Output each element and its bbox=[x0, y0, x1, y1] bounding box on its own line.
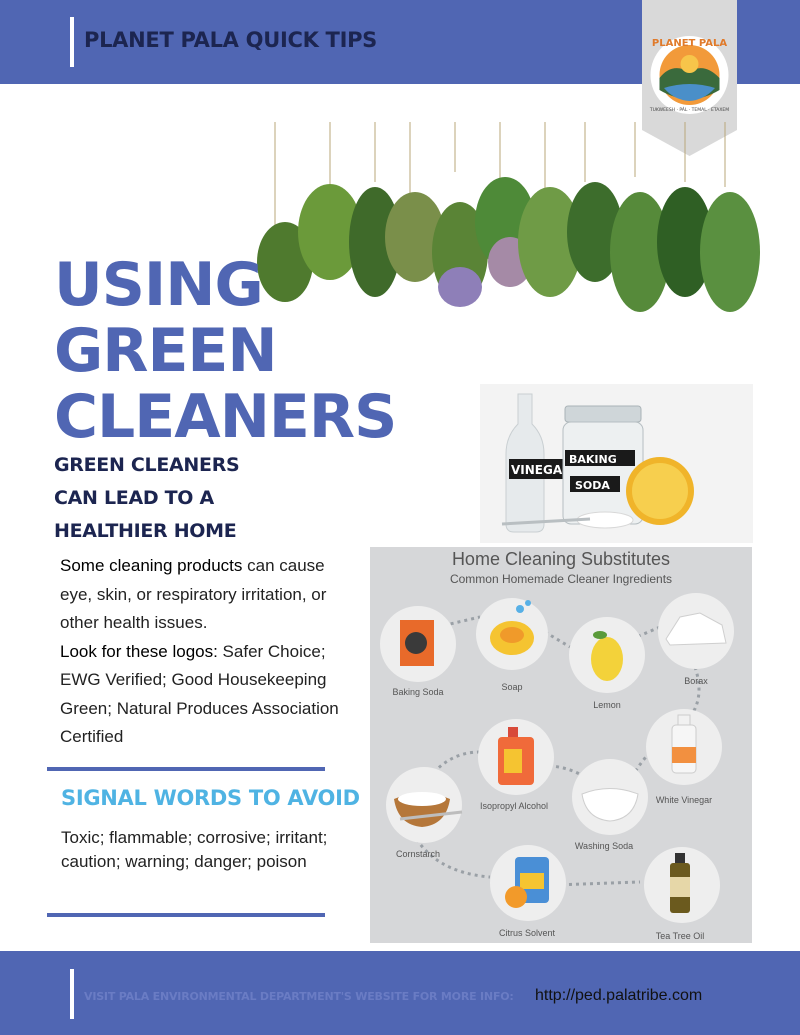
vinegar-label: VINEGA bbox=[511, 463, 563, 477]
subtitle-line-1: GREEN CLEANERS bbox=[54, 454, 240, 476]
item-label-borax: Borax bbox=[684, 676, 708, 686]
intro-lead-1: Some cleaning products bbox=[60, 556, 243, 575]
logo-tagline: TUKWEESH · PÁL · TEMAL · ETAXEM bbox=[649, 108, 730, 113]
section-divider-bottom bbox=[47, 913, 325, 917]
intro-lead-2: Look for these logos: bbox=[60, 641, 218, 661]
tea-tree-oil-bottle-icon bbox=[644, 847, 720, 923]
washing-soda-bowl-icon bbox=[572, 759, 648, 835]
main-title-line-2: GREEN bbox=[54, 316, 277, 386]
intro-text-2: Safer Choice; EWG Verified; Good Housekeeping Green; Natural Produces Association Certified bbox=[60, 641, 339, 746]
item-label-washing-soda: Washing Soda bbox=[574, 841, 634, 851]
header-accent-bar bbox=[70, 17, 74, 67]
item-label-baking-soda: Baking Soda bbox=[392, 687, 444, 697]
cornstarch-bowl-icon bbox=[386, 767, 462, 843]
logo-wordmark: PLANET PALA bbox=[651, 38, 728, 49]
subtitle-line-2: CAN LEAD TO A bbox=[54, 487, 214, 509]
item-label-cornstarch: Cornstarch bbox=[395, 849, 441, 859]
main-title-line-1: USING bbox=[54, 250, 263, 320]
intro-text-1: can cause eye, skin, or respiratory irritation, or other health issues. bbox=[60, 556, 327, 632]
infographic-subtitle: Common Homemade Cleaner Ingredients bbox=[449, 572, 673, 586]
footer-accent-bar bbox=[70, 969, 74, 1019]
footer-band bbox=[0, 951, 800, 1035]
citrus-solvent-jug-icon bbox=[490, 845, 566, 921]
main-title bbox=[54, 252, 396, 450]
footer-website-link[interactable]: http://ped.palatribe.com bbox=[535, 987, 703, 1004]
section-divider-top bbox=[47, 767, 325, 771]
lemon-icon bbox=[569, 617, 645, 693]
item-label-white-vinegar: White Vinegar bbox=[655, 795, 713, 805]
vinegar-baking-soda-photo bbox=[480, 384, 753, 543]
item-label-soap: Soap bbox=[501, 682, 523, 692]
item-label-tea-tree-oil: Tea Tree Oil bbox=[655, 931, 705, 941]
signal-words-heading: SIGNAL WORDS TO AVOID bbox=[61, 786, 360, 810]
header-title: PLANET PALA QUICK TIPS bbox=[84, 28, 378, 52]
alcohol-bottle-icon bbox=[478, 719, 554, 795]
item-label-lemon: Lemon bbox=[593, 700, 621, 710]
baking-soda-box-icon bbox=[380, 606, 456, 682]
footer-visit-text: VISIT PALA ENVIRONMENTAL DEPARTMENT'S WEBSITE FOR MORE INFO: bbox=[84, 990, 514, 1003]
item-label-isopropyl-alcohol: Isopropyl Alcohol bbox=[479, 801, 549, 811]
home-cleaning-infographic bbox=[370, 547, 752, 943]
soap-bar-icon bbox=[476, 598, 548, 670]
intro-paragraph bbox=[60, 552, 360, 752]
item-label-citrus-solvent: Citrus Solvent bbox=[498, 928, 556, 938]
subtitle-line-3: HEALTHIER HOME bbox=[54, 520, 237, 542]
signal-words-text: Toxic; flammable; corrosive; irritant; caution; warning; danger; poison bbox=[61, 828, 328, 871]
baking-label-2: SODA bbox=[575, 479, 610, 492]
subtitle bbox=[54, 449, 239, 548]
borax-powder-icon bbox=[658, 593, 734, 669]
baking-label-1: BAKING bbox=[569, 453, 617, 466]
infographic-title: Home Cleaning Substitutes bbox=[451, 549, 671, 569]
main-title-line-3: CLEANERS bbox=[54, 382, 397, 452]
vinegar-bottle-icon bbox=[646, 709, 722, 785]
